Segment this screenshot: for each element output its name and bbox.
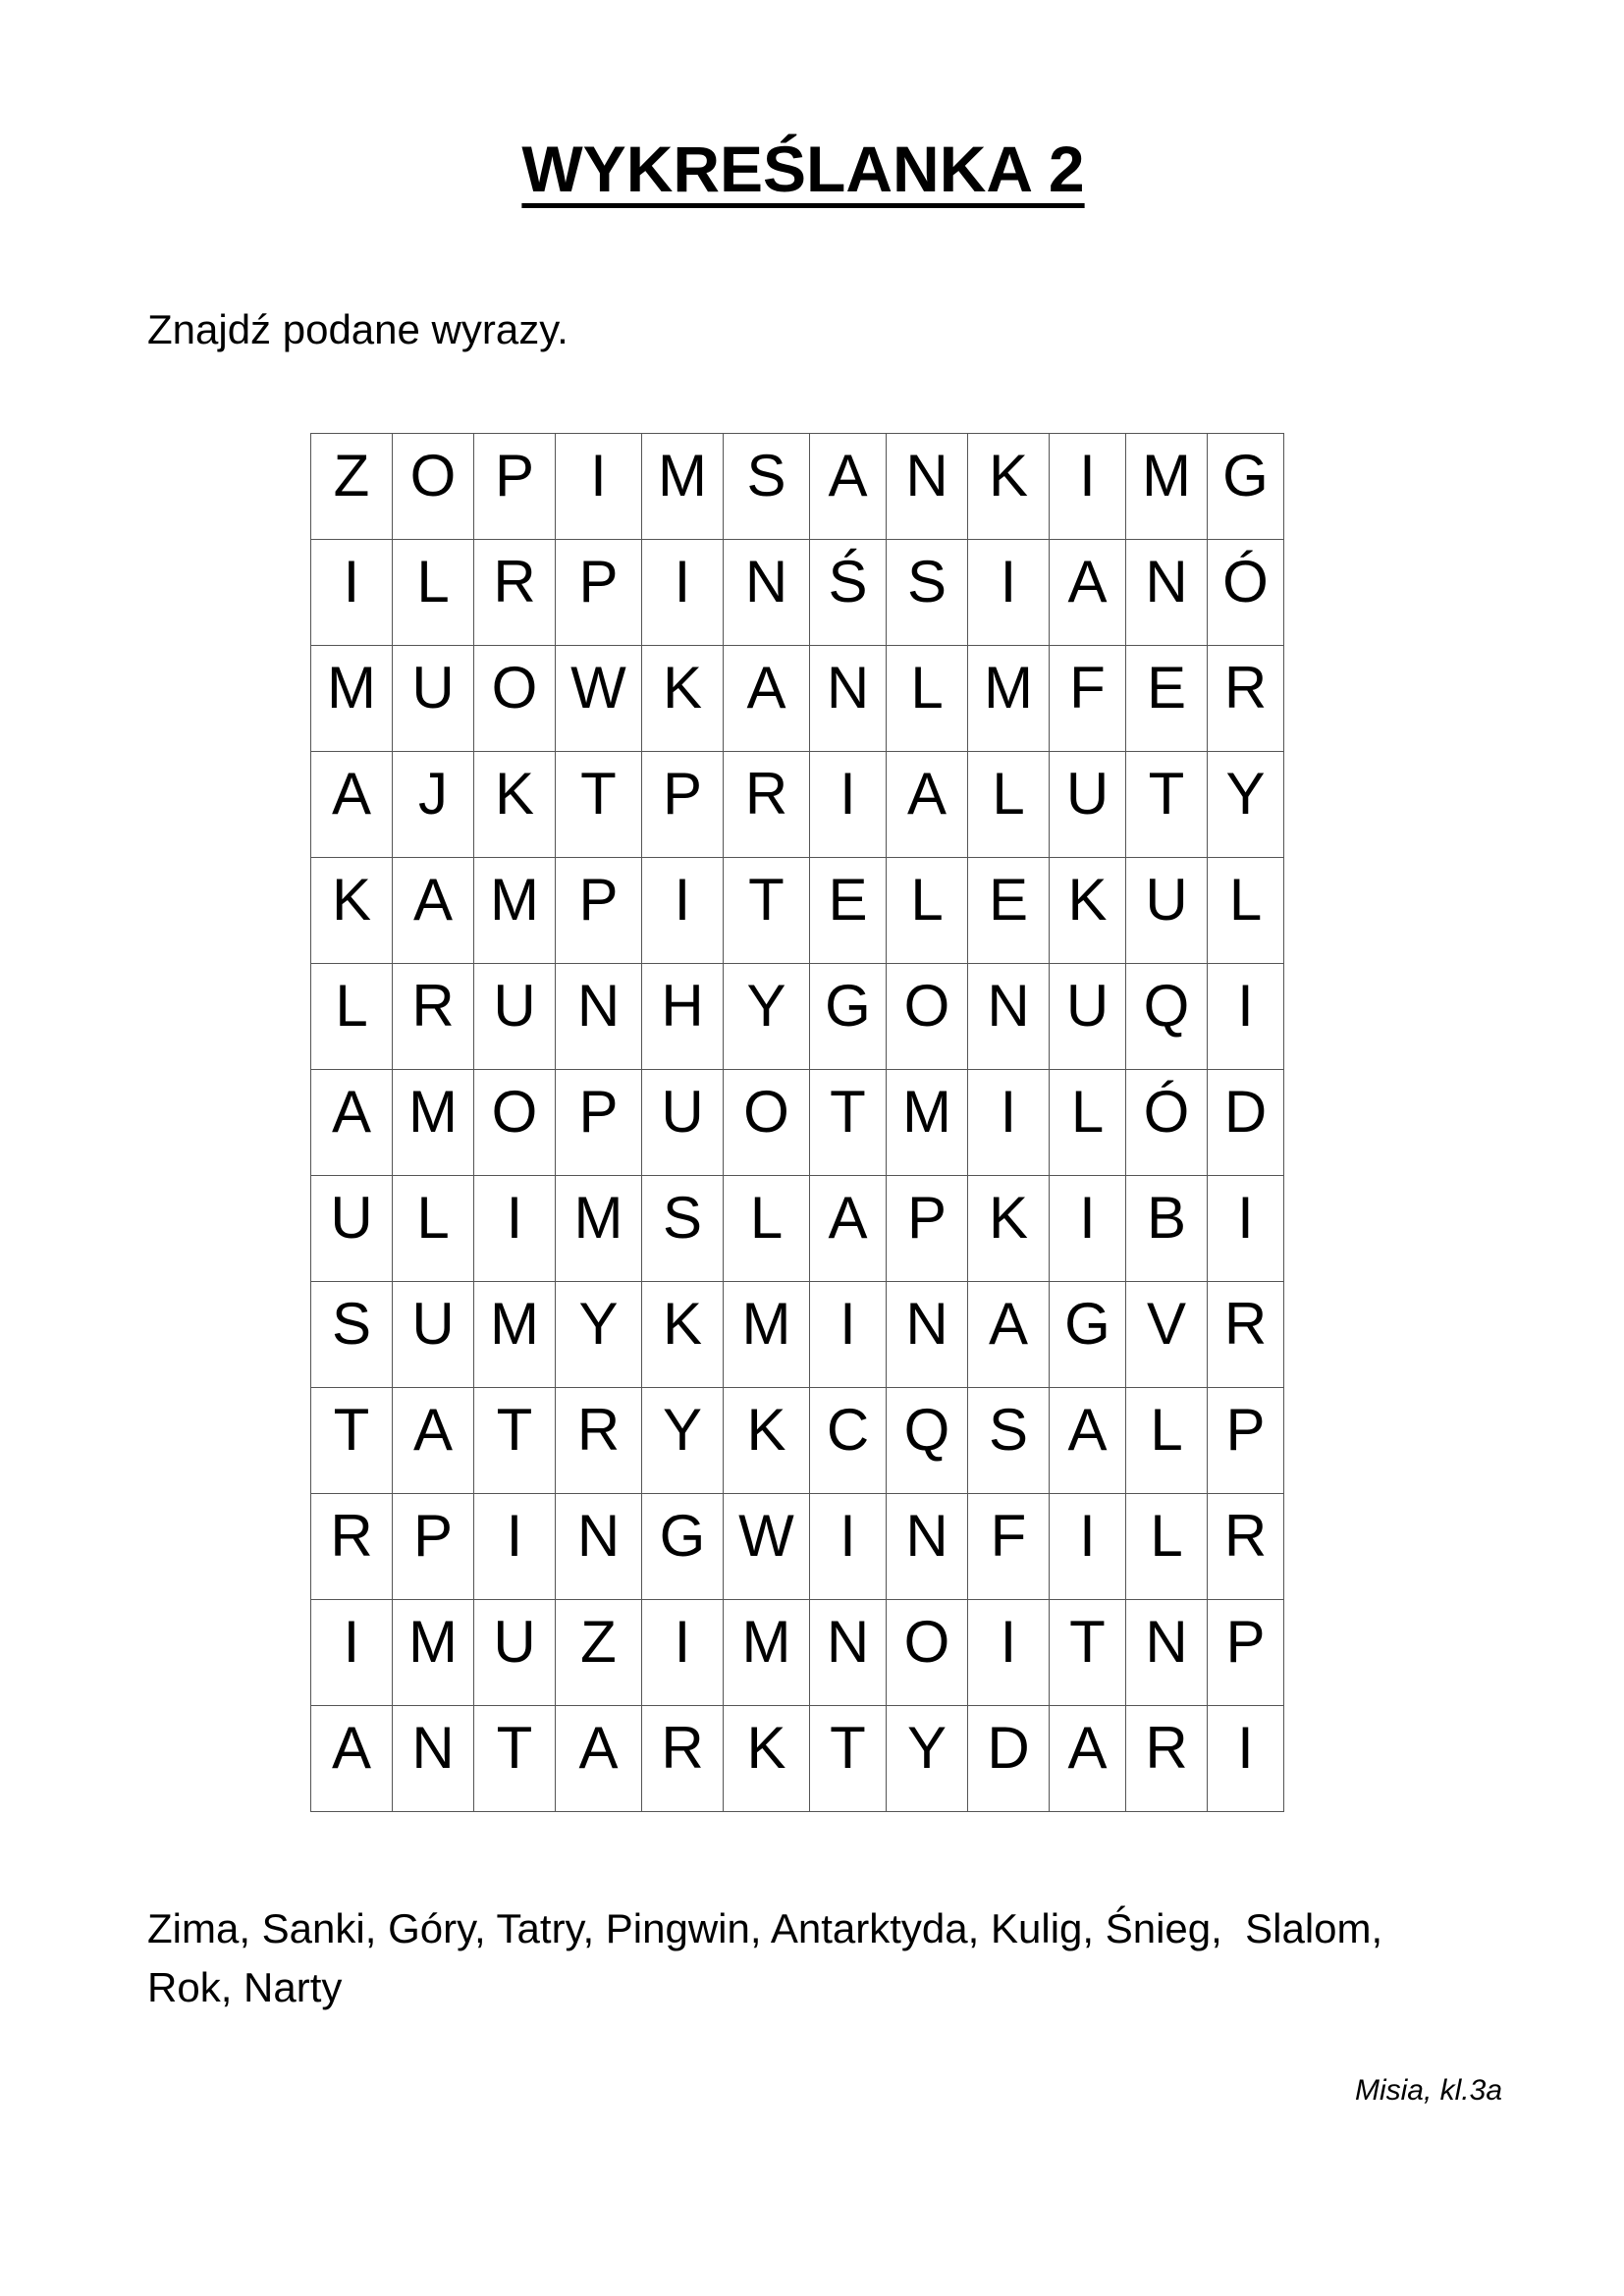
grid-cell[interactable]: N (556, 964, 642, 1070)
grid-cell[interactable]: A (311, 1070, 393, 1176)
grid-cell[interactable]: T (474, 1706, 556, 1812)
grid-cell[interactable]: R (642, 1706, 724, 1812)
grid-cell[interactable]: I (1050, 1494, 1126, 1600)
grid-cell[interactable]: L (311, 964, 393, 1070)
grid-cell[interactable]: L (1126, 1388, 1208, 1494)
grid-cell[interactable]: W (556, 646, 642, 752)
grid-cell[interactable]: A (1050, 1706, 1126, 1812)
grid-row (311, 1176, 1284, 1282)
grid-cell[interactable]: I (968, 1600, 1050, 1706)
grid-cell[interactable]: T (311, 1388, 393, 1494)
grid-cell[interactable]: U (393, 646, 474, 752)
word-search-table (310, 433, 1284, 1812)
grid-row (311, 646, 1284, 752)
grid-cell[interactable]: Y (642, 1388, 724, 1494)
grid-cell[interactable]: J (393, 752, 474, 858)
grid-cell[interactable]: R (556, 1388, 642, 1494)
grid-cell[interactable]: M (968, 646, 1050, 752)
grid-cell[interactable]: N (393, 1706, 474, 1812)
grid-cell[interactable]: L (1208, 858, 1284, 964)
grid-cell[interactable]: A (724, 646, 810, 752)
grid-cell[interactable]: A (887, 752, 968, 858)
grid-cell[interactable]: T (556, 752, 642, 858)
grid-cell[interactable]: P (393, 1494, 474, 1600)
grid-cell[interactable]: V (1126, 1282, 1208, 1388)
grid-cell[interactable]: A (810, 434, 887, 540)
grid-cell[interactable]: I (474, 1176, 556, 1282)
grid-row (311, 858, 1284, 964)
grid-cell[interactable]: I (1208, 1176, 1284, 1282)
grid-cell[interactable]: I (1208, 964, 1284, 1070)
grid-cell[interactable]: A (968, 1282, 1050, 1388)
grid-cell[interactable]: P (642, 752, 724, 858)
grid-cell[interactable]: F (968, 1494, 1050, 1600)
grid-cell[interactable]: N (887, 1494, 968, 1600)
grid-cell[interactable]: U (393, 1282, 474, 1388)
grid-cell[interactable]: L (724, 1176, 810, 1282)
grid-cell[interactable]: M (887, 1070, 968, 1176)
grid-cell[interactable]: K (968, 1176, 1050, 1282)
grid-cell[interactable]: M (642, 434, 724, 540)
grid-cell[interactable]: W (724, 1494, 810, 1600)
page-title (0, 130, 1606, 208)
grid-cell[interactable]: I (1208, 1706, 1284, 1812)
grid-cell[interactable]: O (474, 1070, 556, 1176)
grid-cell[interactable]: F (1050, 646, 1126, 752)
grid-cell[interactable]: P (556, 540, 642, 646)
grid-cell[interactable]: L (887, 858, 968, 964)
grid-cell[interactable]: K (724, 1388, 810, 1494)
word-list: Zima, Sanki, Góry, Tatry, Pingwin, Antarktyda, Kulig, Śnieg, Slalom, Rok, Narty (147, 1905, 1383, 2010)
grid-cell[interactable]: I (556, 434, 642, 540)
grid-cell[interactable]: P (1208, 1388, 1284, 1494)
grid-cell[interactable]: G (642, 1494, 724, 1600)
grid-cell[interactable]: I (1050, 1176, 1126, 1282)
grid-cell[interactable]: E (968, 858, 1050, 964)
grid-cell[interactable]: K (724, 1706, 810, 1812)
grid-cell[interactable]: I (642, 858, 724, 964)
grid-cell[interactable]: U (474, 1600, 556, 1706)
grid-cell[interactable]: M (556, 1176, 642, 1282)
grid-cell[interactable]: L (393, 1176, 474, 1282)
grid-cell[interactable]: Ó (1208, 540, 1284, 646)
instruction-text: Znajdź podane wyrazy. (147, 306, 568, 352)
grid-cell[interactable]: O (393, 434, 474, 540)
grid-row (311, 1600, 1284, 1706)
grid-cell[interactable]: R (474, 540, 556, 646)
grid-cell[interactable]: O (724, 1070, 810, 1176)
grid-cell[interactable]: S (724, 434, 810, 540)
grid-cell[interactable]: T (1126, 752, 1208, 858)
grid-cell[interactable]: H (642, 964, 724, 1070)
grid-cell[interactable]: M (1126, 434, 1208, 540)
grid-cell[interactable]: N (810, 1600, 887, 1706)
grid-cell[interactable]: N (1126, 1600, 1208, 1706)
grid-cell[interactable]: K (474, 752, 556, 858)
word-search-grid (310, 433, 1284, 1812)
grid-cell[interactable]: Q (887, 1388, 968, 1494)
grid-cell[interactable]: T (474, 1388, 556, 1494)
grid-cell[interactable]: Z (556, 1600, 642, 1706)
grid-row (311, 1494, 1284, 1600)
author-signature: Misia, kl.3a (1354, 2074, 1502, 2107)
grid-cell[interactable]: G (1050, 1282, 1126, 1388)
grid-cell[interactable]: O (887, 964, 968, 1070)
grid-cell[interactable]: B (1126, 1176, 1208, 1282)
grid-cell[interactable]: K (968, 434, 1050, 540)
grid-cell[interactable]: N (724, 540, 810, 646)
grid-cell[interactable]: Y (556, 1282, 642, 1388)
grid-cell[interactable]: I (311, 540, 393, 646)
grid-cell[interactable]: P (1208, 1600, 1284, 1706)
grid-cell[interactable]: R (1208, 646, 1284, 752)
grid-row (311, 540, 1284, 646)
grid-cell[interactable]: T (724, 858, 810, 964)
grid-cell[interactable]: L (968, 752, 1050, 858)
grid-cell[interactable]: S (311, 1282, 393, 1388)
grid-cell[interactable]: I (474, 1494, 556, 1600)
grid-cell[interactable]: N (556, 1494, 642, 1600)
grid-row (311, 1282, 1284, 1388)
grid-cell[interactable]: T (810, 1706, 887, 1812)
grid-cell[interactable]: G (810, 964, 887, 1070)
grid-cell[interactable]: N (887, 434, 968, 540)
grid-cell[interactable]: M (393, 1070, 474, 1176)
grid-cell[interactable]: K (311, 858, 393, 964)
grid-cell[interactable]: M (393, 1600, 474, 1706)
grid-cell[interactable]: I (810, 1282, 887, 1388)
grid-cell[interactable]: U (642, 1070, 724, 1176)
grid-cell[interactable]: S (968, 1388, 1050, 1494)
grid-cell[interactable]: Ó (1126, 1070, 1208, 1176)
grid-cell[interactable]: U (1126, 858, 1208, 964)
page-title-text: WYKREŚLANKA 2 (521, 133, 1085, 205)
grid-cell[interactable]: R (393, 964, 474, 1070)
grid-cell[interactable]: R (1208, 1494, 1284, 1600)
grid-cell[interactable]: R (1208, 1282, 1284, 1388)
grid-cell[interactable]: M (474, 858, 556, 964)
grid-cell[interactable]: E (810, 858, 887, 964)
grid-cell[interactable]: A (311, 752, 393, 858)
grid-cell[interactable]: I (642, 1600, 724, 1706)
grid-cell[interactable]: C (810, 1388, 887, 1494)
grid-cell[interactable]: I (311, 1600, 393, 1706)
grid-row (311, 1388, 1284, 1494)
grid-cell[interactable]: I (968, 1070, 1050, 1176)
grid-row (311, 752, 1284, 858)
grid-cell[interactable]: U (1050, 964, 1126, 1070)
grid-cell[interactable]: K (1050, 858, 1126, 964)
grid-cell[interactable]: O (474, 646, 556, 752)
grid-cell[interactable]: G (1208, 434, 1284, 540)
grid-cell[interactable]: P (556, 1070, 642, 1176)
grid-cell[interactable]: M (474, 1282, 556, 1388)
grid-cell[interactable]: A (810, 1176, 887, 1282)
grid-row (311, 434, 1284, 540)
grid-cell[interactable]: Z (311, 434, 393, 540)
grid-cell[interactable]: A (311, 1706, 393, 1812)
grid-cell[interactable]: U (1050, 752, 1126, 858)
grid-cell[interactable]: P (556, 858, 642, 964)
grid-row (311, 964, 1284, 1070)
grid-cell[interactable]: A (1050, 540, 1126, 646)
grid-cell[interactable]: L (1126, 1494, 1208, 1600)
grid-cell[interactable]: K (642, 1282, 724, 1388)
grid-cell[interactable]: Y (724, 964, 810, 1070)
grid-cell[interactable]: P (887, 1176, 968, 1282)
grid-row (311, 1706, 1284, 1812)
grid-cell[interactable]: N (968, 964, 1050, 1070)
grid-cell[interactable]: A (393, 1388, 474, 1494)
grid-cell[interactable]: T (810, 1070, 887, 1176)
grid-cell[interactable]: U (474, 964, 556, 1070)
grid-cell[interactable]: N (810, 646, 887, 752)
grid-cell[interactable]: T (1050, 1600, 1126, 1706)
grid-cell[interactable]: A (1050, 1388, 1126, 1494)
grid-cell[interactable]: K (642, 646, 724, 752)
grid-cell[interactable]: E (1126, 646, 1208, 752)
grid-cell[interactable]: Y (887, 1706, 968, 1812)
grid-cell[interactable]: O (887, 1600, 968, 1706)
grid-cell[interactable]: S (887, 540, 968, 646)
grid-cell[interactable]: M (724, 1600, 810, 1706)
grid-cell[interactable]: U (311, 1176, 393, 1282)
grid-cell[interactable]: Q (1126, 964, 1208, 1070)
grid-cell[interactable]: L (393, 540, 474, 646)
grid-cell[interactable]: M (724, 1282, 810, 1388)
grid-cell[interactable]: N (887, 1282, 968, 1388)
grid-cell[interactable]: Ś (810, 540, 887, 646)
grid-cell[interactable]: D (1208, 1070, 1284, 1176)
grid-cell[interactable]: M (311, 646, 393, 752)
grid-cell[interactable]: L (887, 646, 968, 752)
grid-cell[interactable]: I (810, 1494, 887, 1600)
grid-row (311, 1070, 1284, 1176)
grid-cell[interactable]: R (1126, 1706, 1208, 1812)
grid-cell[interactable]: A (556, 1706, 642, 1812)
grid-cell[interactable]: L (1050, 1070, 1126, 1176)
grid-cell[interactable]: I (968, 540, 1050, 646)
grid-cell[interactable]: D (968, 1706, 1050, 1812)
grid-cell[interactable]: S (642, 1176, 724, 1282)
grid-cell[interactable]: P (474, 434, 556, 540)
grid-cell[interactable]: N (1126, 540, 1208, 646)
grid-cell[interactable]: Y (1208, 752, 1284, 858)
grid-cell[interactable]: R (724, 752, 810, 858)
grid-cell[interactable]: R (311, 1494, 393, 1600)
grid-cell[interactable]: I (810, 752, 887, 858)
grid-cell[interactable]: A (393, 858, 474, 964)
grid-cell[interactable]: I (1050, 434, 1126, 540)
grid-cell[interactable]: I (642, 540, 724, 646)
